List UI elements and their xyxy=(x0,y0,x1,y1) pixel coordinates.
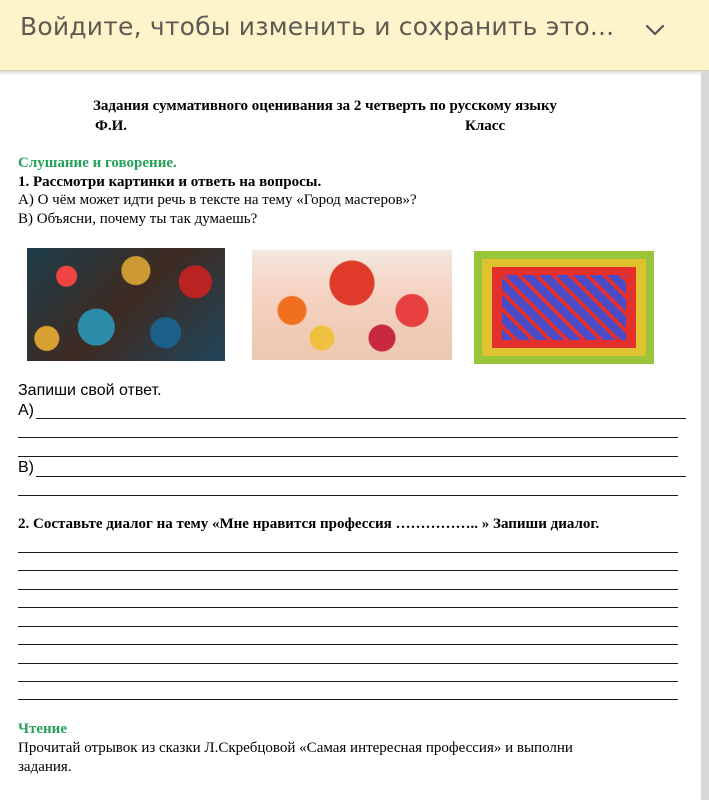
dialog-line xyxy=(18,663,678,664)
class-label: Класс xyxy=(465,118,506,134)
answer-line xyxy=(18,495,678,496)
task-1-title: 1. Рассмотри картинки и ответь на вопросы. xyxy=(18,174,322,190)
answer-prompt: Запиши свой ответ. xyxy=(18,382,162,399)
painted-dishes-image xyxy=(27,248,225,361)
question-a: А) О чём может идти речь в тексте на тему «Город мастеров»? xyxy=(18,192,417,208)
answer-b-label: В) xyxy=(18,459,34,476)
carpet-ornament-image xyxy=(474,251,654,364)
reading-instruction-line-1: Прочитай отрывок из сказки Л.Скребцовой «Самая интересная профессия» и выполни xyxy=(18,740,573,756)
answer-line xyxy=(36,476,686,477)
answer-line xyxy=(18,437,678,438)
section-listening-title: Слушание и говорение. xyxy=(18,155,177,171)
fio-label: Ф.И. xyxy=(95,118,128,134)
clay-toys-image xyxy=(252,250,452,360)
section-reading-title: Чтение xyxy=(18,721,67,737)
signin-banner[interactable] xyxy=(0,0,709,71)
dialog-line xyxy=(18,552,678,553)
question-b: В) Объясни, почему ты так думаешь? xyxy=(18,211,258,227)
reading-instruction-line-2: задания. xyxy=(18,759,72,775)
dialog-line xyxy=(18,699,678,700)
dialog-line xyxy=(18,626,678,627)
dialog-line xyxy=(18,589,678,590)
answer-line xyxy=(36,418,686,419)
dialog-line xyxy=(18,607,678,608)
task-2-title: 2. Составьте диалог на тему «Мне нравится профессия …………….. » Запиши диалог. xyxy=(18,516,600,532)
document-title: Задания суммативного оценивания за 2 четверть по русскому языку xyxy=(93,98,557,114)
answer-line xyxy=(18,456,678,457)
answer-a-label: А) xyxy=(18,402,34,419)
dialog-line xyxy=(18,570,678,571)
chevron-down-icon[interactable] xyxy=(645,20,665,40)
dialog-line xyxy=(18,681,678,682)
dialog-line xyxy=(18,644,678,645)
banner-title: Войдите, чтобы изменить и сохранить это... xyxy=(20,12,615,41)
scrollbar[interactable] xyxy=(701,71,709,800)
